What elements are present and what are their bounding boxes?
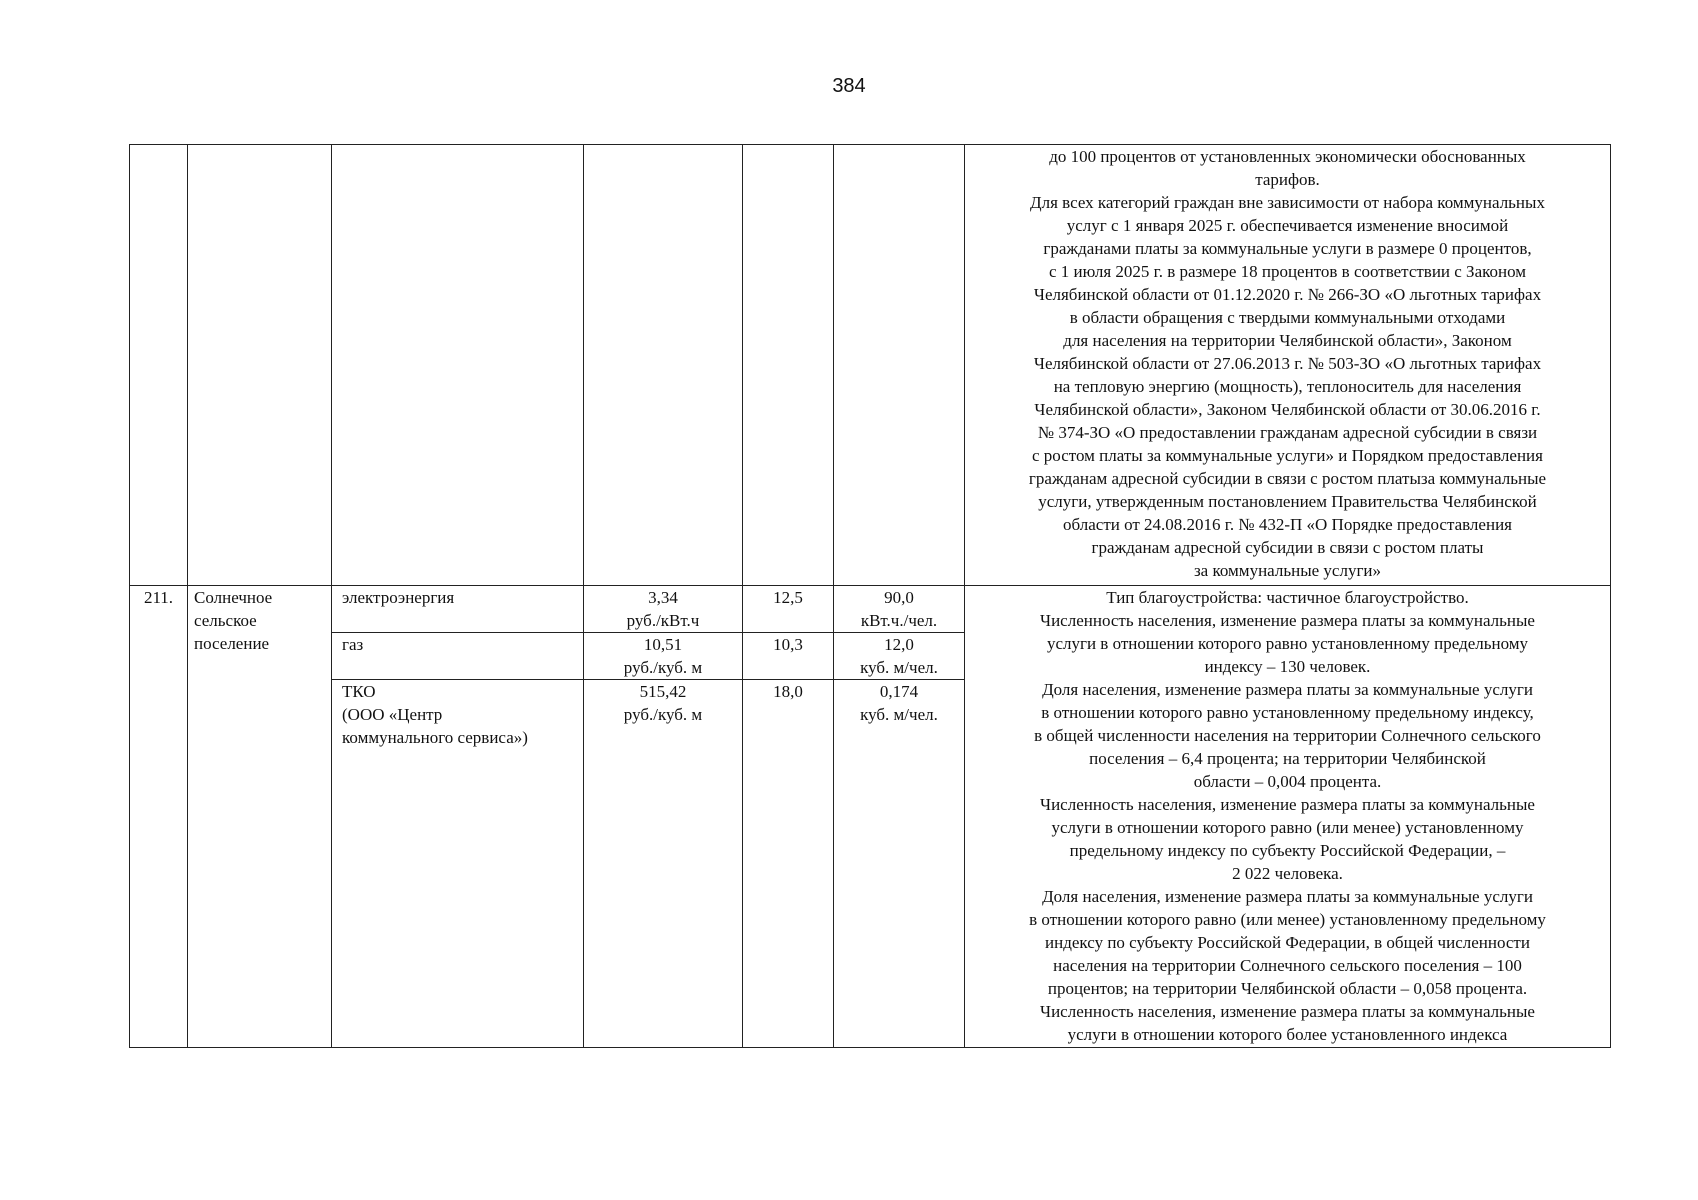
service-tariff: 3,34 руб./кВт.ч [584, 586, 743, 633]
service-name: ТКО (ООО «Центр коммунального сервиса») [332, 680, 584, 1048]
tariff-table [129, 144, 1611, 1048]
service-index: 18,0 [743, 680, 834, 1048]
entry-note: Тип благоустройства: частичное благоустройство. Численность населения, изменение размера платы за коммунальные услуги в отношении которого равно установленному предельному индексу – 130 человек. Доля населения, изменение размера платы за коммунальные услуги в отношении которого равно установленному предельному индексу, в общей численности населения на территории Солнечного сельского поселения – 6,4 процента; на территории Челябинской области – 0,004 процента. Численность населения, изменение размера платы за коммунальные услуги в отношении которого равно (или менее) установленному предельному индексу по субъекту Российской Федерации, – 2 022 человека. Доля населения, изменение размера платы за коммунальные услуги в отношении которого равно (или менее) установленному предельному индексу по субъекту Российской Федерации, в общей численности населения на территории Солнечного сельского поселения – 100 процентов; на территории Челябинской области – 0,058 процента. Численность населения, изменение размера платы за коммунальные услуги в отношении которого более установленного индекса [965, 586, 1611, 1048]
table-row-service-1 [130, 586, 1611, 633]
cont-number-cell [130, 145, 188, 586]
cont-tariff-cell [584, 145, 743, 586]
cont-note-cell: до 100 процентов от установленных экономически обоснованных тарифов. Для всех категорий граждан вне зависимости от набора коммунальных услуг с 1 января 2025 г. обеспечивается изменение вносимой гражданами платы за коммунальные услуги в размере 0 процентов, с 1 июля 2025 г. в размере 18 процентов в соответствии с Законом Челябинской области от 01.12.2020 г. № 266-ЗО «О льготных тарифах в области обращения с твердыми коммунальными отходами для населения на территории Челябинской области», Законом Челябинской области от 27.06.2013 г. № 503-ЗО «О льготных тарифах на тепловую энергию (мощность), теплоноситель для населения Челябинской области», Законом Челябинской области от 30.06.2016 г. № 374-ЗО «О предоставлении гражданам адресной субсидии в связи с ростом платы за коммунальные услуги» и Порядком предоставления гражданам адресной субсидии в связи с ростом платыза коммунальные услуги, утвержденным постановлением Правительства Челябинской области от 24.08.2016 г. № 432-П «О Порядке предоставления гражданам адресной субсидии в связи с ростом платы за коммунальные услуги» [965, 145, 1611, 586]
service-name: газ [332, 633, 584, 680]
continuation-row [130, 145, 1611, 586]
service-tariff: 10,51 руб./куб. м [584, 633, 743, 680]
service-index: 10,3 [743, 633, 834, 680]
page-number: 384 [832, 75, 866, 97]
service-volume: 0,174 куб. м/чел. [834, 680, 965, 1048]
entry-number: 211. [130, 586, 188, 1048]
cont-service-cell [332, 145, 584, 586]
cont-settlement-cell [188, 145, 332, 586]
service-tariff: 515,42 руб./куб. м [584, 680, 743, 1048]
service-volume: 12,0 куб. м/чел. [834, 633, 965, 680]
service-index: 12,5 [743, 586, 834, 633]
service-volume: 90,0 кВт.ч./чел. [834, 586, 965, 633]
service-name: электроэнергия [332, 586, 584, 633]
cont-index-cell [743, 145, 834, 586]
cont-volume-cell [834, 145, 965, 586]
settlement-name: Солнечное сельское поселение [188, 586, 332, 1048]
